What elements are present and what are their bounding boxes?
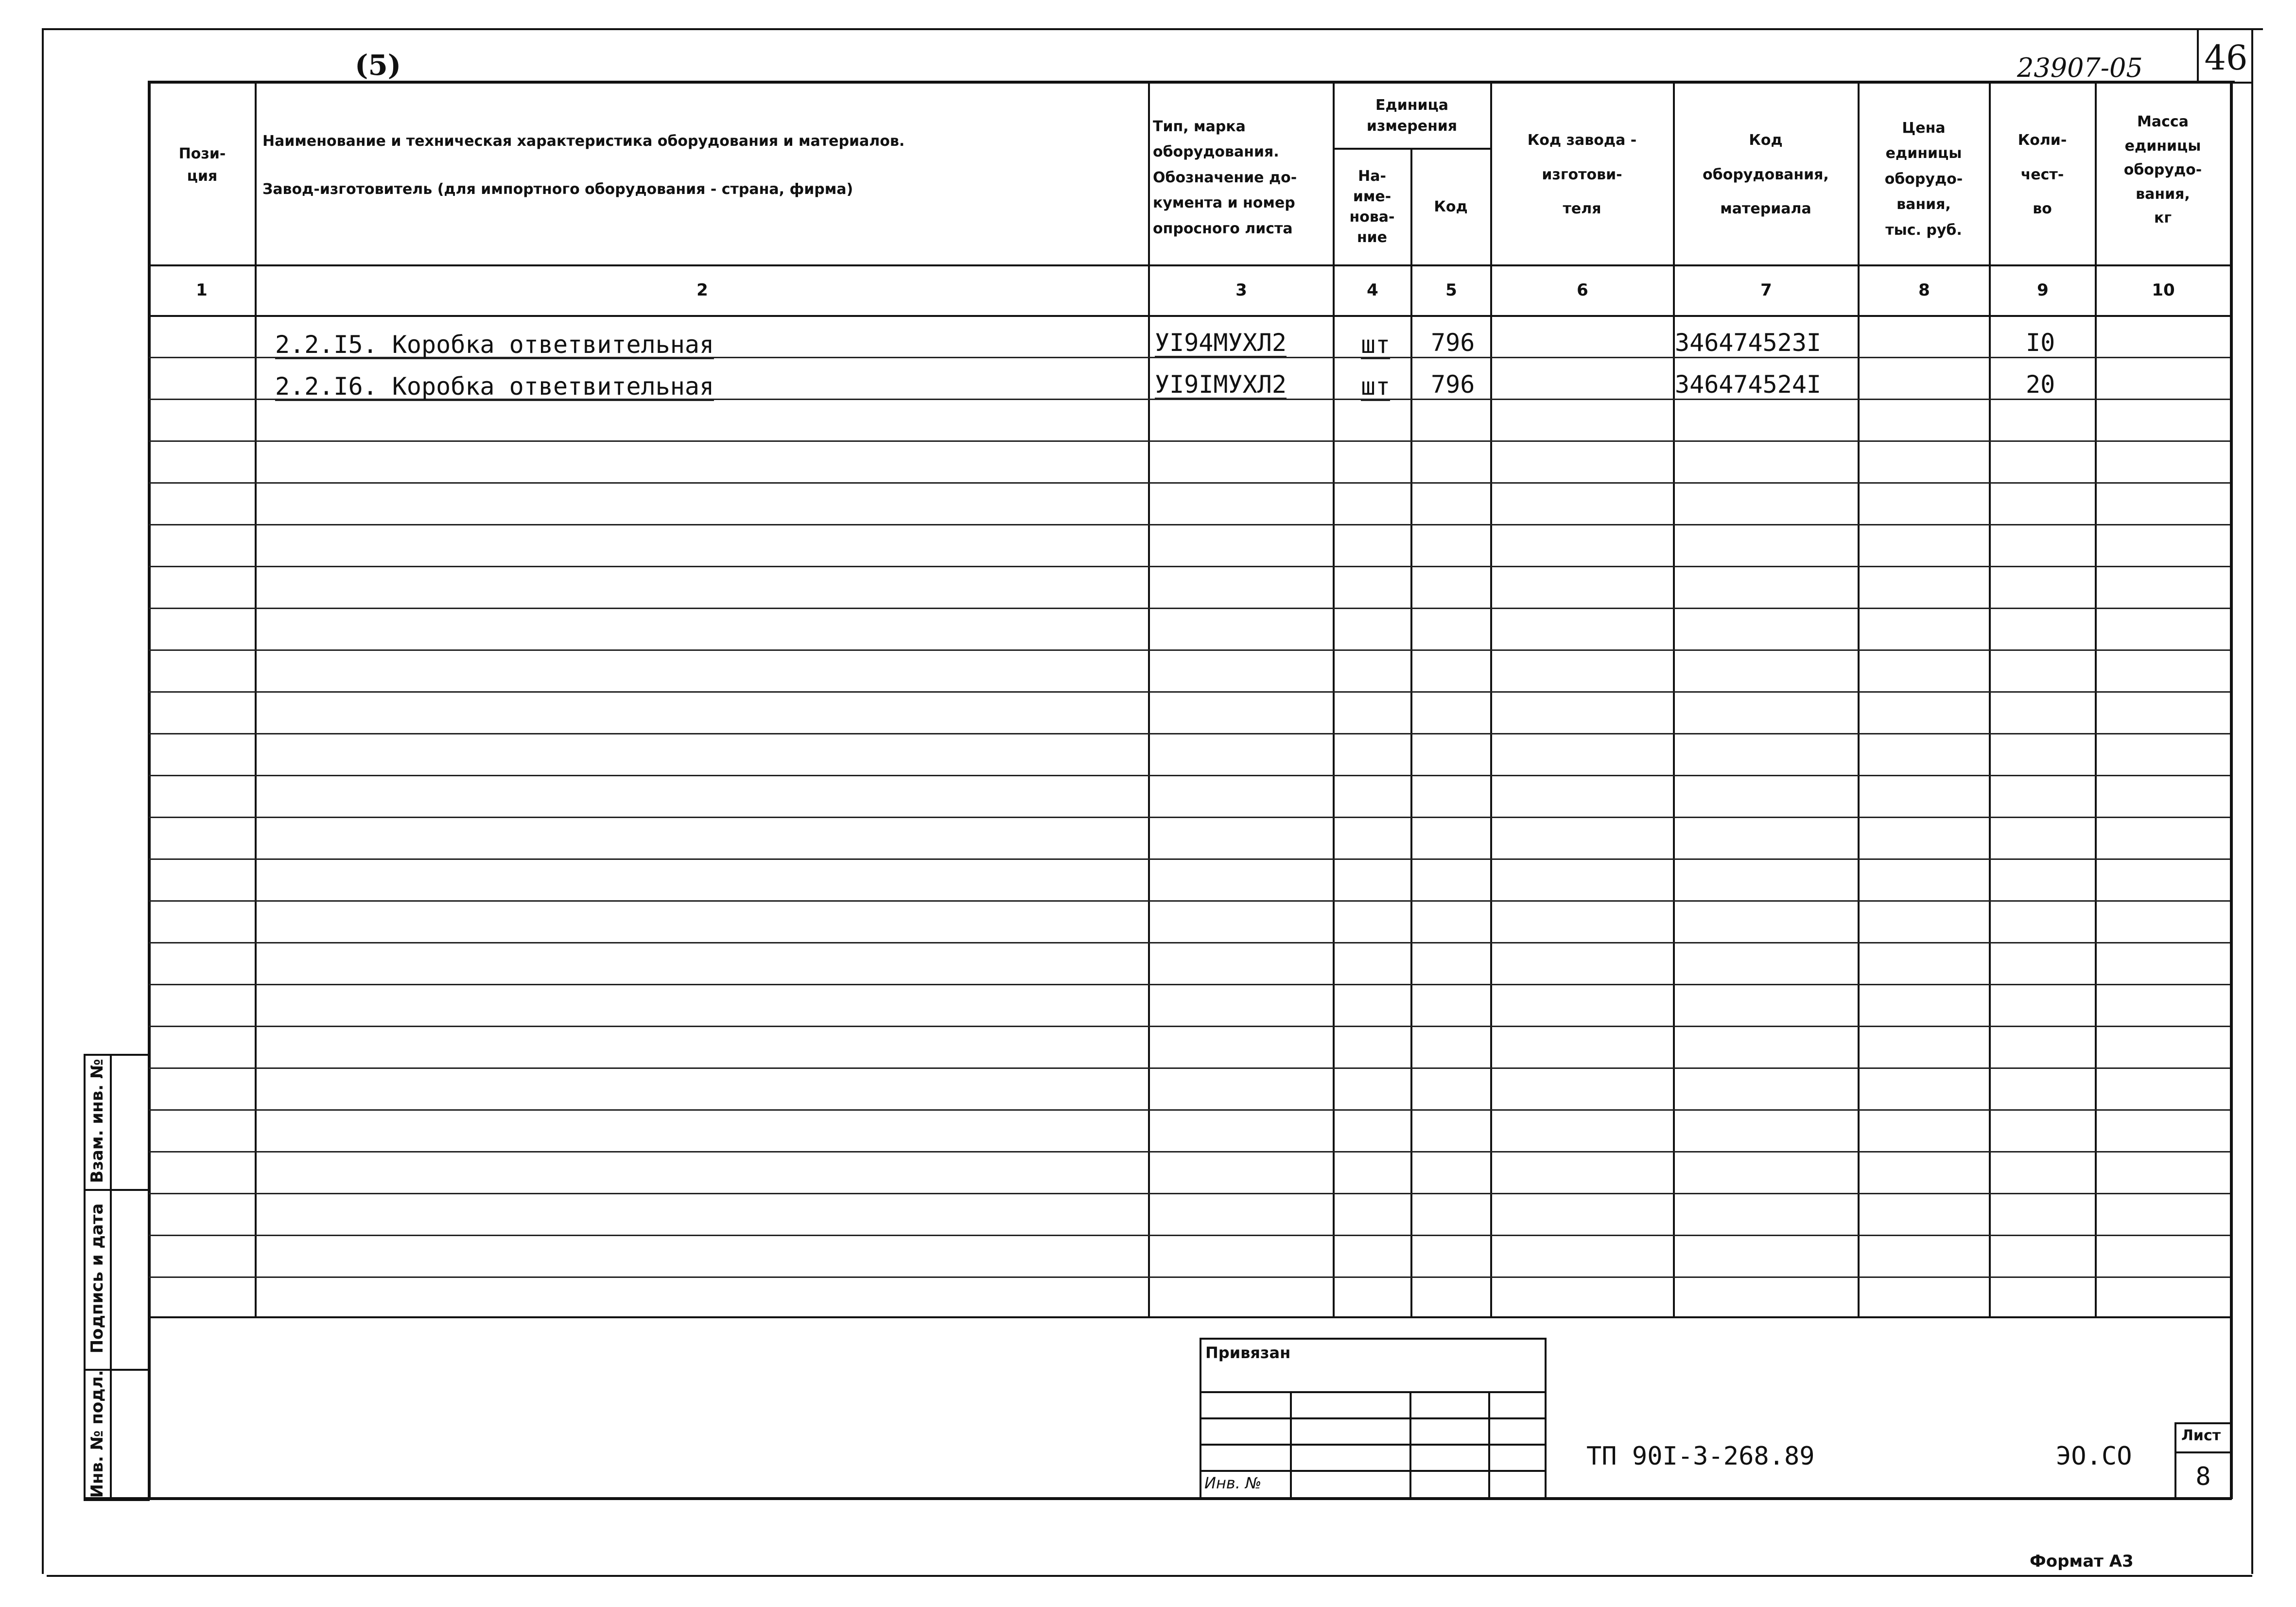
linked-line-4 [1200, 1470, 1545, 1472]
number-row-bottom-line [149, 315, 2230, 317]
table-row-line [149, 817, 2230, 818]
side-stamp-divider [110, 1054, 112, 1497]
side-label-replace-inv: Взам. инв. № [87, 1059, 107, 1183]
section-code: ЭО.СО [2056, 1442, 2132, 1471]
outer-frame-left [42, 28, 44, 1574]
table-row-line [149, 1067, 2230, 1069]
linked-col-2 [1409, 1391, 1411, 1497]
header-price: Цена единицы оборудо- вания, тыс. руб. [1884, 119, 1963, 239]
table-row-line [149, 1276, 2230, 1278]
table-row-line [149, 984, 2230, 985]
linked-col-3 [1488, 1391, 1490, 1497]
header-unit-code: Код [1434, 198, 1468, 215]
colnum-9: 9 [2037, 280, 2049, 300]
table-row-line [149, 900, 2230, 902]
linked-label: Привязан [1205, 1344, 1291, 1362]
table-row-line [149, 1193, 2230, 1194]
col-divider-4 [1410, 148, 1412, 1316]
header-unit-group: Единица измерения [1366, 96, 1458, 135]
table-top-border [149, 81, 2235, 84]
colnum-3: 3 [1235, 280, 1247, 300]
sheet-bottom-border [84, 1497, 2232, 1500]
row-unit-code: 796 [1431, 370, 1475, 399]
linked-line-1 [1200, 1391, 1545, 1393]
sheet-number: 8 [2195, 1462, 2211, 1491]
sheet-number-divider [2174, 1451, 2230, 1453]
header-name: Наименование и техническая характеристика оборудования и материалов. Завод-изготовитель (для импортного оборудования - страна, фирма) [262, 133, 905, 198]
colnum-7: 7 [1760, 280, 1772, 300]
corner-sheet-number: 46 [2204, 38, 2248, 78]
table-row-line [149, 566, 2230, 567]
row-quantity: I0 [2026, 329, 2055, 357]
colnum-1: 1 [196, 280, 208, 300]
table-row-line [149, 1026, 2230, 1027]
header-mass: Масса единицы оборудо- вания, кг [2123, 113, 2202, 227]
colnum-6: 6 [1577, 280, 1588, 300]
inv-label: Инв. № [1204, 1474, 1262, 1492]
outer-frame-right [2251, 28, 2253, 1574]
row-type: УI94МУХЛ2 [1155, 329, 1287, 357]
format-label: Формат А3 [2030, 1552, 2134, 1571]
table-row-line [149, 440, 2230, 442]
table-row-line [149, 942, 2230, 943]
header-position: Пози- ция [178, 145, 226, 185]
header-type: Тип, марка оборудования. Обозначение до- кумента и номер опросного листа [1153, 118, 1297, 237]
table-row-line [149, 1151, 2230, 1153]
side-label-signature-date: Подпись и дата [87, 1203, 107, 1354]
linked-col-1 [1290, 1391, 1292, 1497]
colnum-5: 5 [1445, 280, 1457, 300]
row-equipment-code: 346474523I [1675, 329, 1822, 357]
row-name: 2.2.I6. Коробка ответвительная [275, 372, 714, 401]
linked-line-3 [1200, 1444, 1545, 1446]
top-right-code: 23907-05 [2017, 52, 2143, 83]
doc-code: ТП 90I-3-268.89 [1586, 1442, 1815, 1471]
table-row-line [149, 733, 2230, 734]
linked-line-2 [1200, 1417, 1545, 1419]
table-row-line [149, 858, 2230, 860]
colnum-2: 2 [696, 280, 708, 300]
table-body-bottom [149, 1316, 2230, 1318]
table-row-line [149, 524, 2230, 525]
table-row-line [149, 482, 2230, 484]
top-left-mark: (5) [355, 49, 401, 82]
row-name: 2.2.I5. Коробка ответвительная [275, 331, 714, 359]
table-row-line [149, 649, 2230, 651]
table-row-line [149, 608, 2230, 609]
side-label-inv-original: Инв. № подл. [87, 1370, 107, 1498]
header-factory-code: Код завода - изготови- теля [1527, 132, 1637, 218]
row-unit-code: 796 [1431, 329, 1475, 357]
colnum-4: 4 [1367, 280, 1378, 300]
outer-frame-top [42, 28, 2263, 30]
table-row-line [149, 1109, 2230, 1111]
outer-frame-bottom [47, 1575, 2252, 1577]
table-row-line [149, 1235, 2230, 1236]
table-right-border [2230, 81, 2233, 1499]
header-quantity: Коли- чест- во [2018, 132, 2067, 218]
sheet-label: Лист [2181, 1427, 2221, 1444]
row-equipment-code: 346474524I [1675, 370, 1822, 399]
row-type: УI9IМУХЛ2 [1155, 370, 1287, 399]
colnum-8: 8 [1918, 280, 1930, 300]
row-unit: шт [1361, 331, 1391, 359]
header-unit-name: На- име- нова- ние [1349, 168, 1395, 246]
table-row-line [149, 691, 2230, 693]
row-quantity: 20 [2026, 370, 2055, 399]
header-equipment-code: Код оборудования, материала [1703, 132, 1829, 218]
row-unit: шт [1361, 372, 1391, 401]
colnum-10: 10 [2152, 280, 2175, 300]
table-row-line [149, 775, 2230, 776]
